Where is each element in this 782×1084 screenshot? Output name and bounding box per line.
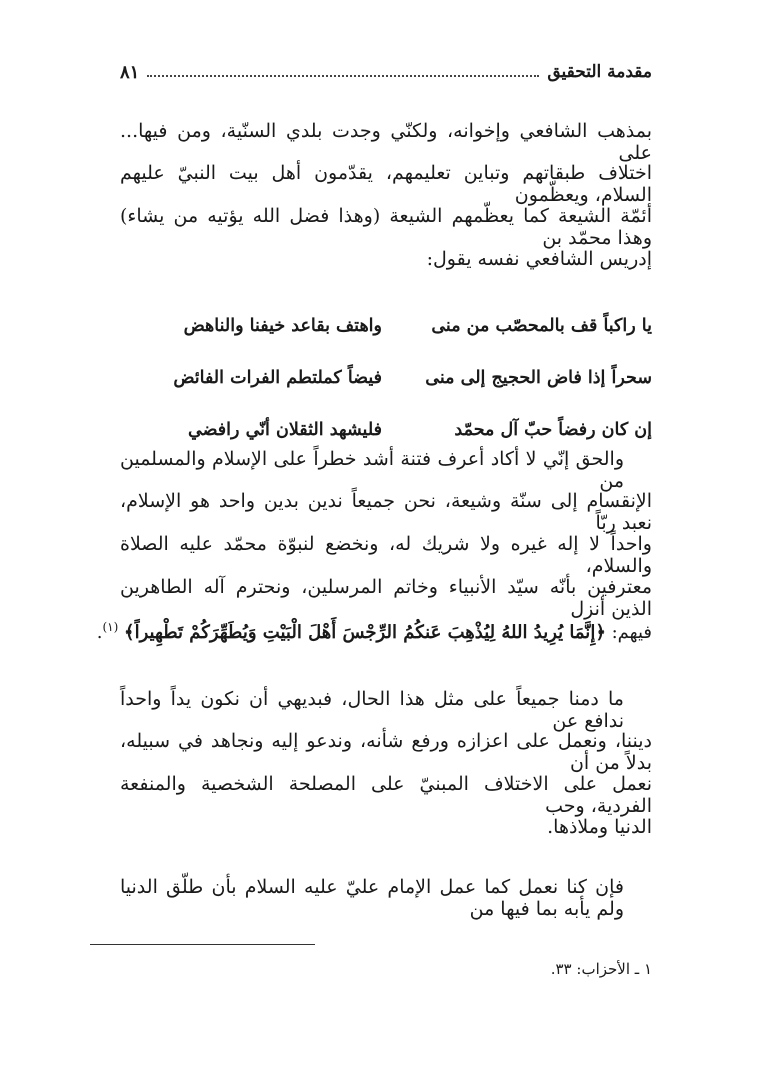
- footnote: ١ ـ الأحزاب: ٣٣.: [550, 960, 652, 978]
- text-line: ما دمنا جميعاً على مثل هذا الحال، فبديهي أن نكون يداً واحداً ندافع عن: [120, 688, 624, 732]
- poem-verse: [120, 352, 652, 404]
- text-line: معترفين بأنّه سيّد الأنبياء وخاتم المرسلين، ونحترم آله الطاهرين الذين أنزل: [120, 576, 652, 620]
- text-line: ديننا، ونعمل على اعزازه ورفع شأنه، وندعو إليه ونجاهد في سبيله، بدلاً من أن: [120, 730, 652, 774]
- text-line: بمذهب الشافعي وإخوانه، ولكنّي وجدت بلدي السنّية، ومن فيها... على: [120, 120, 652, 164]
- text-line: اختلاف طبقاتهم وتباين تعليمهم، يقدّمون أهل بيت النبيّ عليهم السلام، ويعظّمون: [120, 162, 652, 206]
- text-line: أئمّة الشيعة كما يعظّمهم الشيعة (وهذا فضل الله يؤتيه من يشاء) وهذا محمّد بن: [120, 205, 652, 249]
- text-line: فإن كنا نعمل كما عمل الإمام عليّ عليه السلام بأن طلّق الدنيا ولم يأبه بما فيها من: [120, 876, 624, 920]
- dot-leader: [147, 75, 539, 77]
- poem: [120, 300, 652, 456]
- verse-second-hemistich: فيضاً كملتطم الفرات الفائض: [173, 368, 382, 388]
- chapter-title: مقدمة التحقيق: [547, 62, 652, 82]
- text-line: واحداً لا إله غيره ولا شريك له، ونخضع لنبوّة محمّد عليه الصلاة والسلام،: [120, 533, 652, 577]
- page-number: ٨١: [120, 61, 140, 83]
- text-line: الدنيا وملاذها.: [547, 816, 652, 838]
- footnote-separator: [90, 944, 315, 945]
- verse-second-hemistich: واهتف بقاعد خيفنا والناهض: [183, 316, 382, 336]
- quran-intro: فيهم:: [611, 622, 652, 643]
- verse-second-hemistich: فليشهد الثقلان أنّي رافضي: [188, 420, 382, 440]
- text-line: الإنقسام إلى سنّة وشيعة، نحن جميعاً ندين بدين واحد هو الإسلام، نعبد ربّاً: [120, 490, 652, 534]
- text-line: والحق إنّي لا أكاد أعرف فتنة أشد خطراً على الإسلام والمسلمين من: [120, 448, 624, 492]
- verse-first-hemistich: إن كان رفضاً حبّ آل محمّد: [454, 420, 652, 440]
- text-line-quran: [96, 620, 652, 643]
- text-line: نعمل على الاختلاف المبنيّ على المصلحة الشخصية والمنفعة الفردية، وحب: [120, 773, 652, 817]
- sentence-end: .: [96, 622, 103, 643]
- verse-first-hemistich: سحراً إذا فاض الحجيج إلى منى: [425, 368, 652, 388]
- text-line: إدريس الشافعي نفسه يقول:: [426, 248, 652, 270]
- quran-verse: ﴿إِنَّمَا يُرِيدُ اللهُ لِيُذْهِبَ عَنكُمُ الرِّجْسَ أَهْلَ الْبَيْتِ وَيُطَهِّرَكُمْ تَطْهِيراً﴾: [124, 622, 606, 643]
- running-header: [120, 58, 652, 86]
- footnote-marker: (١): [102, 620, 119, 634]
- verse-first-hemistich: يا راكباً قف بالمحصّب من منى: [431, 316, 652, 336]
- poem-verse: [120, 300, 652, 352]
